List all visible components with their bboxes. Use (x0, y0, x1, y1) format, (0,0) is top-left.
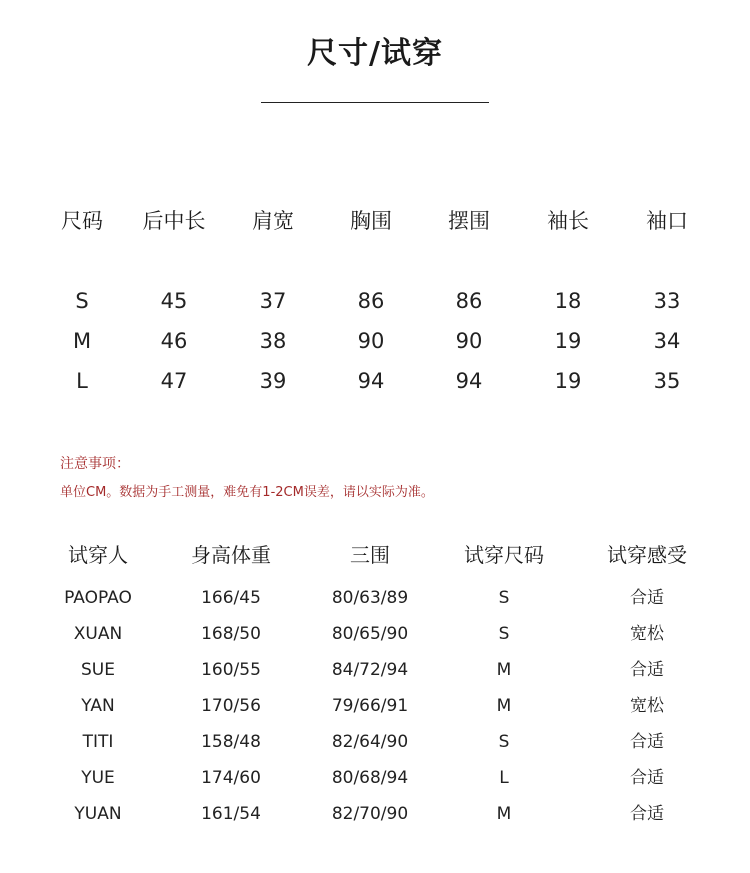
tryon-table-header: 试穿尺码 (464, 543, 544, 567)
size-table-cell: 86 (357, 289, 385, 313)
tryon-table-cell: YUE (81, 768, 115, 788)
tryon-table-cell: 合适 (630, 804, 664, 824)
tryon-table-cell: 168/50 (201, 624, 261, 644)
size-table-cell: 90 (357, 329, 385, 353)
tryon-table-cell: 宽松 (630, 624, 664, 644)
size-table-cell: L (76, 369, 88, 393)
tryon-table-cell: 79/66/91 (331, 696, 409, 716)
size-table-cell: 33 (653, 289, 681, 313)
page-title: 尺寸/试穿 (307, 36, 443, 71)
size-table-cell: 46 (160, 329, 188, 353)
size-table-cell: 38 (259, 329, 287, 353)
tryon-table-header: 试穿感受 (607, 543, 687, 567)
tryon-table-cell: 170/56 (201, 696, 261, 716)
tryon-table-cell: M (496, 660, 512, 680)
size-table-header: 肩宽 (252, 209, 294, 233)
size-table-header: 后中长 (142, 209, 206, 233)
tryon-table-header: 三围 (350, 543, 390, 567)
tryon-table-cell: PAOPAO (64, 588, 132, 608)
size-table-cell: 45 (160, 289, 188, 313)
tryon-table-cell: 166/45 (201, 588, 261, 608)
title-divider (261, 102, 489, 103)
size-table-header: 袖口 (646, 209, 688, 233)
size-table-cell: 94 (357, 369, 385, 393)
tryon-table-cell: 合适 (630, 732, 664, 752)
tryon-table-header: 试穿人 (68, 543, 128, 567)
size-table-cell: S (75, 289, 89, 313)
tryon-table-cell: 174/60 (201, 768, 261, 788)
tryon-table-cell: YUAN (74, 804, 122, 824)
size-table-cell: 94 (455, 369, 483, 393)
size-table-cell: 39 (259, 369, 287, 393)
notice-text: 单位CM。数据为手工测量，难免有1-2CM误差，请以实际为准。 (60, 485, 434, 500)
tryon-table-cell: 合适 (630, 588, 664, 608)
tryon-table-cell: 158/48 (201, 732, 261, 752)
tryon-table-cell: 82/64/90 (331, 732, 409, 752)
tryon-table-cell: 80/63/89 (331, 588, 409, 608)
tryon-table-cell: 合适 (630, 660, 664, 680)
size-table-cell: 90 (455, 329, 483, 353)
tryon-table-cell: 84/72/94 (331, 660, 409, 680)
size-table-header: 袖长 (547, 209, 589, 233)
tryon-table-cell: S (498, 732, 510, 752)
size-table-header: 尺码 (61, 209, 103, 233)
tryon-table-cell: 合适 (630, 768, 664, 788)
size-table-cell: 86 (455, 289, 483, 313)
tryon-table-cell: XUAN (73, 624, 123, 644)
tryon-table-cell: M (496, 804, 512, 824)
notice-title: 注意事项： (60, 456, 130, 472)
tryon-table-cell: S (498, 624, 510, 644)
tryon-table-cell: L (499, 768, 509, 788)
size-table-cell: 19 (554, 369, 582, 393)
size-table-header: 胸围 (350, 209, 392, 233)
tryon-table-cell: 161/54 (201, 804, 261, 824)
size-table-cell: 34 (653, 329, 681, 353)
tryon-table-cell: 80/68/94 (331, 768, 409, 788)
size-table-header: 摆围 (448, 209, 490, 233)
size-table-cell: 47 (160, 369, 188, 393)
tryon-table-cell: 82/70/90 (331, 804, 409, 824)
tryon-table-cell: TITI (82, 732, 114, 752)
tryon-table-cell: SUE (81, 660, 115, 680)
size-table-cell: 37 (259, 289, 287, 313)
tryon-table-cell: YAN (81, 696, 115, 716)
size-table-cell: 18 (554, 289, 582, 313)
size-table-cell: 19 (554, 329, 582, 353)
tryon-table-cell: 80/65/90 (331, 624, 409, 644)
tryon-table-header: 身高体重 (191, 543, 271, 567)
tryon-table-cell: S (498, 588, 510, 608)
tryon-table-cell: 160/55 (201, 660, 261, 680)
tryon-table-cell: M (496, 696, 512, 716)
tryon-table-cell: 宽松 (630, 696, 664, 716)
size-table-cell: M (72, 329, 92, 353)
size-table-cell: 35 (653, 369, 681, 393)
